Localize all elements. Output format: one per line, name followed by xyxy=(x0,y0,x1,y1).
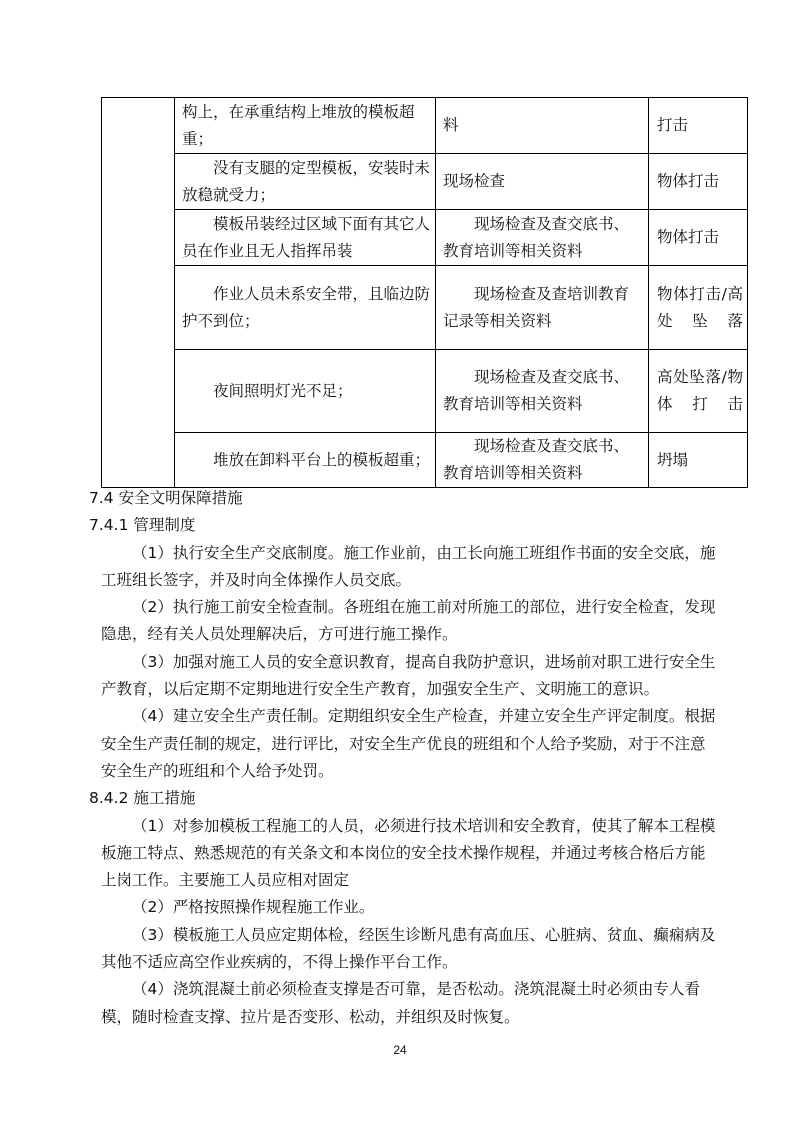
table-row xyxy=(102,98,748,154)
table-row xyxy=(102,433,748,488)
hazard-cell: 堆放在卸料平台上的模板超重； xyxy=(175,433,436,488)
accident-type-cell: 物体打击 xyxy=(649,210,748,266)
check-method-cell: 现场检查及查交底书、教育培训等相关资料 xyxy=(436,433,649,488)
accident-type-cell: 物体打击 xyxy=(649,154,748,210)
paragraph: （3）加强对施工人员的安全意识教育，提高自我防护意识，进场前对职工进行安全生产教育，以后定期不定期地进行安全生产教育，加强安全生产、文明施工的意识。 xyxy=(101,652,716,699)
table-row xyxy=(102,266,748,350)
paragraph: （1）对参加模板工程施工的人员，必须进行技术培训和安全教育，使其了解本工程模板施工特点、熟悉规范的有关条文和本岗位的安全技术操作规程，并通过考核合格后方能上岗工作。主要施工人员应相对固定 xyxy=(101,816,716,890)
section-heading: 7.4 安全文明保障措施 xyxy=(89,489,243,507)
paragraph: （2）严格按照操作规程施工作业。 xyxy=(132,898,375,917)
hazard-cell: 没有支腿的定型模板，安装时未放稳就受力； xyxy=(175,154,436,210)
check-method-cell: 料 xyxy=(436,98,649,154)
accident-type-cell: 物体打击/高处坠落 xyxy=(649,266,748,350)
table-row xyxy=(102,154,748,210)
accident-type-cell: 坍塌 xyxy=(649,433,748,488)
hazard-cell: 构上，在承重结构上堆放的模板超重； xyxy=(175,98,436,154)
check-method-cell: 现场检查 xyxy=(436,154,649,210)
check-method-cell: 现场检查及查交底书、教育培训等相关资料 xyxy=(436,350,649,433)
paragraph: （1）执行安全生产交底制度。施工作业前，由工长向施工班组作书面的安全交底，施工班组长签字，并及时向全体操作人员交底。 xyxy=(101,543,716,589)
paragraph: （4）建立安全生产责任制。定期组织安全生产检查，并建立安全生产评定制度。根据安全生产责任制的规定，进行评比，对安全生产优良的班组和个人给予奖励，对于不注意安全生产的班组和个人给予处罚。 xyxy=(101,707,716,780)
subsection-heading: 7.4.1 管理制度 xyxy=(89,516,196,535)
paragraph: （3）模板施工人员应定期体检，经医生诊断凡患有高血压、心脏病、贫血、癫痫病及其他不适应高空作业疾病的，不得上操作平台工作。 xyxy=(101,925,716,972)
page-number: 24 xyxy=(393,1043,407,1057)
paragraph: （4）浇筑混凝土前必须检查支撑是否可靠，是否松动。浇筑混凝土时必须由专人看模，随时检查支撑、拉片是否变形、松动，并组织及时恢复。 xyxy=(101,980,700,1026)
hazard-cell: 夜间照明灯光不足； xyxy=(175,350,436,433)
hazard-cell: 作业人员未系安全带，且临边防护不到位； xyxy=(175,266,436,350)
paragraph: （2）执行施工前安全检查制。各班组在施工前对所施工的部位，进行安全检查，发现隐患，经有关人员处理解决后，方可进行施工操作。 xyxy=(101,598,716,644)
accident-type-cell: 高处坠落/物体打击 xyxy=(649,350,748,433)
hazard-cell: 模板吊装经过区域下面有其它人员在作业且无人指挥吊装 xyxy=(175,210,436,266)
check-method-cell: 现场检查及查交底书、教育培训等相关资料 xyxy=(436,210,649,266)
body-text xyxy=(89,485,719,1031)
subsection-heading: 8.4.2 施工措施 xyxy=(89,789,196,808)
category-cell xyxy=(102,98,175,488)
check-method-cell: 现场检查及查培训教育记录等相关资料 xyxy=(436,266,649,350)
hazard-table xyxy=(101,97,748,488)
table-row xyxy=(102,350,748,433)
table-row xyxy=(102,210,748,266)
accident-type-cell: 打击 xyxy=(649,98,748,154)
